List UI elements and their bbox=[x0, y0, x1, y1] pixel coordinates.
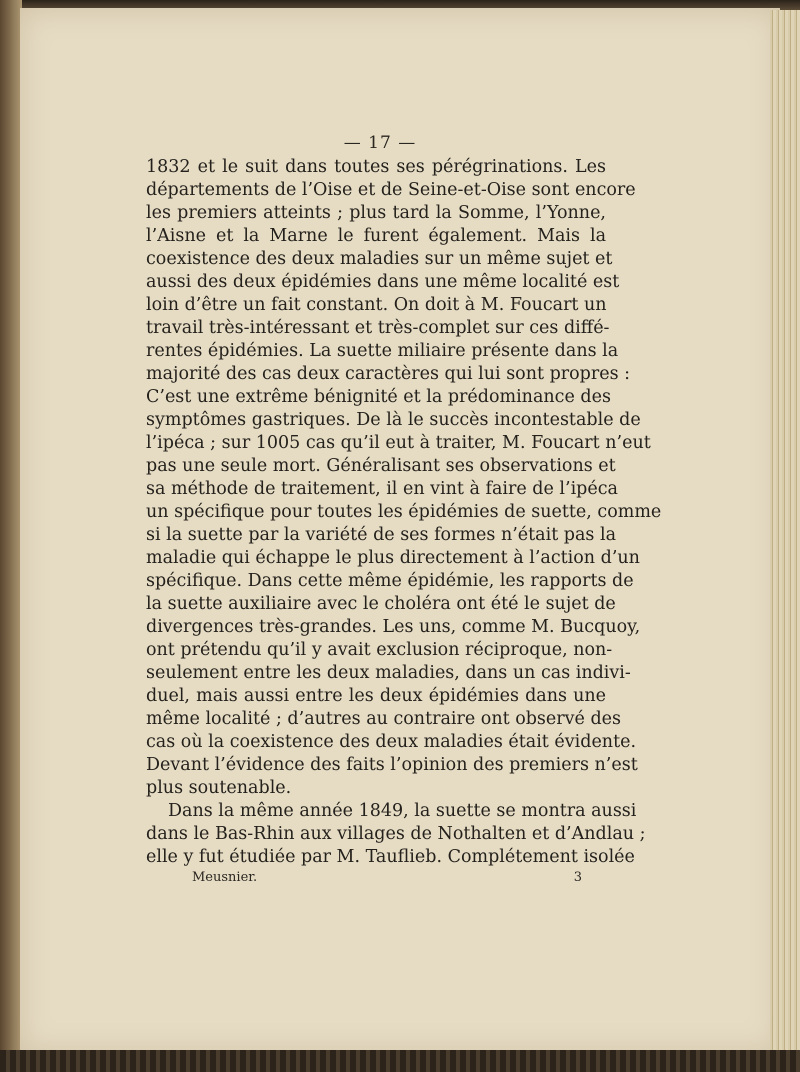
text-line: majorité des cas deux caractères qui lui sont propres : bbox=[146, 364, 631, 384]
text-line: l’Aisne et la Marne le furent également. Mais la bbox=[146, 226, 606, 246]
text-line: seulement entre les deux maladies, dans un cas indivi- bbox=[146, 663, 631, 683]
text-line-paragraph-start: Dans la même année 1849, la suette se montra aussi bbox=[168, 801, 637, 821]
text-line: duel, mais aussi entre les deux épidémies dans une bbox=[146, 686, 606, 706]
text-line: maladie qui échappe le plus directement à l’action d’un bbox=[146, 548, 640, 568]
text-line: aussi des deux épidémies dans une même localité est bbox=[146, 272, 620, 292]
book-fore-edge bbox=[770, 10, 800, 1060]
text-line: symptômes gastriques. De là le succès incontestable de bbox=[146, 410, 641, 430]
text-line: Devant l’évidence des faits l’opinion des premiers n’est bbox=[146, 755, 638, 775]
text-line: rentes épidémies. La suette miliaire présente dans la bbox=[146, 341, 619, 361]
text-line: 1832 et le suit dans toutes ses pérégrinations. Les bbox=[146, 157, 606, 177]
text-line: loin d’être un fait constant. On doit à M. Foucart un bbox=[146, 295, 607, 315]
footer-signature-mark: 3 bbox=[573, 870, 582, 885]
text-line: la suette auxiliaire avec le choléra ont été le sujet de bbox=[146, 594, 616, 614]
text-line: les premiers atteints ; plus tard la Somme, l’Yonne, bbox=[146, 203, 606, 223]
page-number: — 17 — bbox=[343, 133, 417, 153]
text-line: départements de l’Oise et de Seine-et-Oise sont encore bbox=[146, 180, 636, 200]
book-page bbox=[20, 8, 780, 1054]
text-line: travail très-intéressant et très-complet sur ces diffé- bbox=[146, 318, 610, 338]
text-line: divergences très-grandes. Les uns, comme M. Bucquoy, bbox=[146, 617, 641, 637]
text-line: C’est une extrême bénignité et la prédominance des bbox=[146, 387, 611, 407]
text-line: sa méthode de traitement, il en vint à faire de l’ipéca bbox=[146, 479, 618, 499]
text-line: coexistence des deux maladies sur un même sujet et bbox=[146, 249, 613, 269]
text-line: l’ipéca ; sur 1005 cas qu’il eut à traiter, M. Foucart n’eut bbox=[146, 433, 651, 453]
text-line: pas une seule mort. Généralisant ses observations et bbox=[146, 456, 616, 476]
book-left-edge bbox=[0, 0, 22, 1072]
text-line: dans le Bas-Rhin aux villages de Nothalten et d’Andlau ; bbox=[146, 824, 646, 844]
text-line: si la suette par la variété de ses formes n’était pas la bbox=[146, 525, 617, 545]
text-line-paragraph-end: plus soutenable. bbox=[146, 778, 292, 798]
body-text bbox=[146, 156, 662, 869]
page-footer bbox=[192, 870, 582, 885]
text-line: même localité ; d’autres au contraire ont observé des bbox=[146, 709, 621, 729]
text-line: cas où la coexistence des deux maladies était évidente. bbox=[146, 732, 637, 752]
book-bottom-edge bbox=[0, 1050, 800, 1072]
text-line: spécifique. Dans cette même épidémie, les rapports de bbox=[146, 571, 634, 591]
text-line: un spécifique pour toutes les épidémies de suette, comme bbox=[146, 502, 662, 522]
footer-author: Meusnier. bbox=[192, 870, 258, 885]
text-line: ont prétendu qu’il y avait exclusion réciproque, non- bbox=[146, 640, 613, 660]
text-line: elle y fut étudiée par M. Tauflieb. Complétement isolée bbox=[146, 847, 635, 867]
